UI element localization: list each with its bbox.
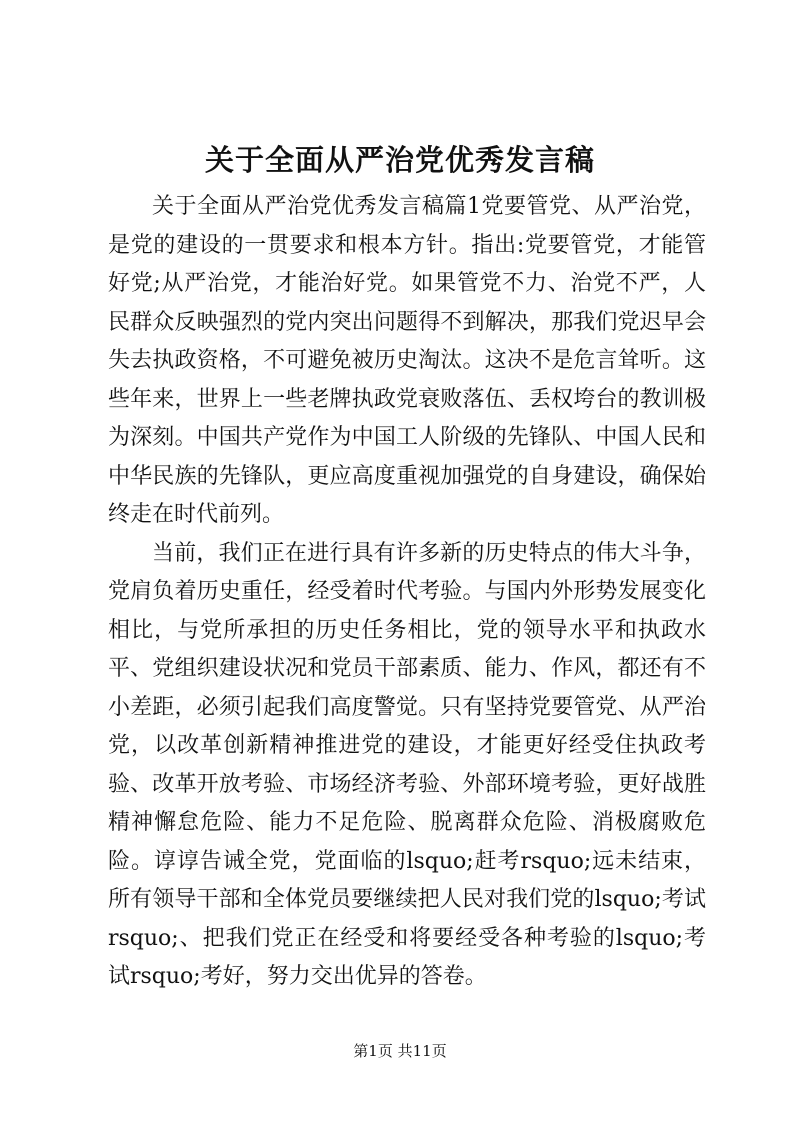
body-paragraph-2: 当前，我们正在进行具有许多新的历史特点的伟大斗争，党肩负着历史重任，经受着时代考验。与国内外形势发展变化相比，与党所承担的历史任务相比，党的领导水平和执政水平、党组织建设状况和党员干部素质、能力、作风，都还有不小差距，必须引起我们高度警觉。只有坚持党要管党、从严治党，以改革创新精神推进党的建设，才能更好经受住执政考验、改革开放考验、市场经济考验、外部环境考验，更好战胜精神懈怠危险、能力不足危险、脱离群众危险、消极腐败危险。谆谆告诫全党，党面临的lsquo;赶考rsquo;远未结束，所有领导干部和全体党员要继续把人民对我们党的lsquo;考试rsquo;、把我们党正在经受和将要经受各种考验的lsquo;考试rsquo;考好，努力交出优异的答卷。 bbox=[108, 540, 706, 989]
document-body bbox=[108, 188, 706, 997]
body-paragraph-1: 关于全面从严治党优秀发言稿篇1党要管党、从严治党，是党的建设的一贯要求和根本方针。指出:党要管党，才能管好党;从严治党，才能治好党。如果管党不力、治党不严，人民群众反映强烈的党内突出问题得不到解决，那我们党迟早会失去执政资格，不可避免被历史淘汰。这决不是危言耸听。这些年来，世界上一些老牌执政党衰败落伍、丢权垮台的教训极为深刻。中国共产党作为中国工人阶级的先锋队、中国人民和中华民族的先锋队，更应高度重视加强党的自身建设，确保始终走在时代前列。 bbox=[108, 194, 706, 527]
document-title: 关于全面从严治党优秀发言稿 bbox=[204, 143, 595, 177]
page-footer-indicator: 第1页 共11页 bbox=[353, 1042, 447, 1060]
